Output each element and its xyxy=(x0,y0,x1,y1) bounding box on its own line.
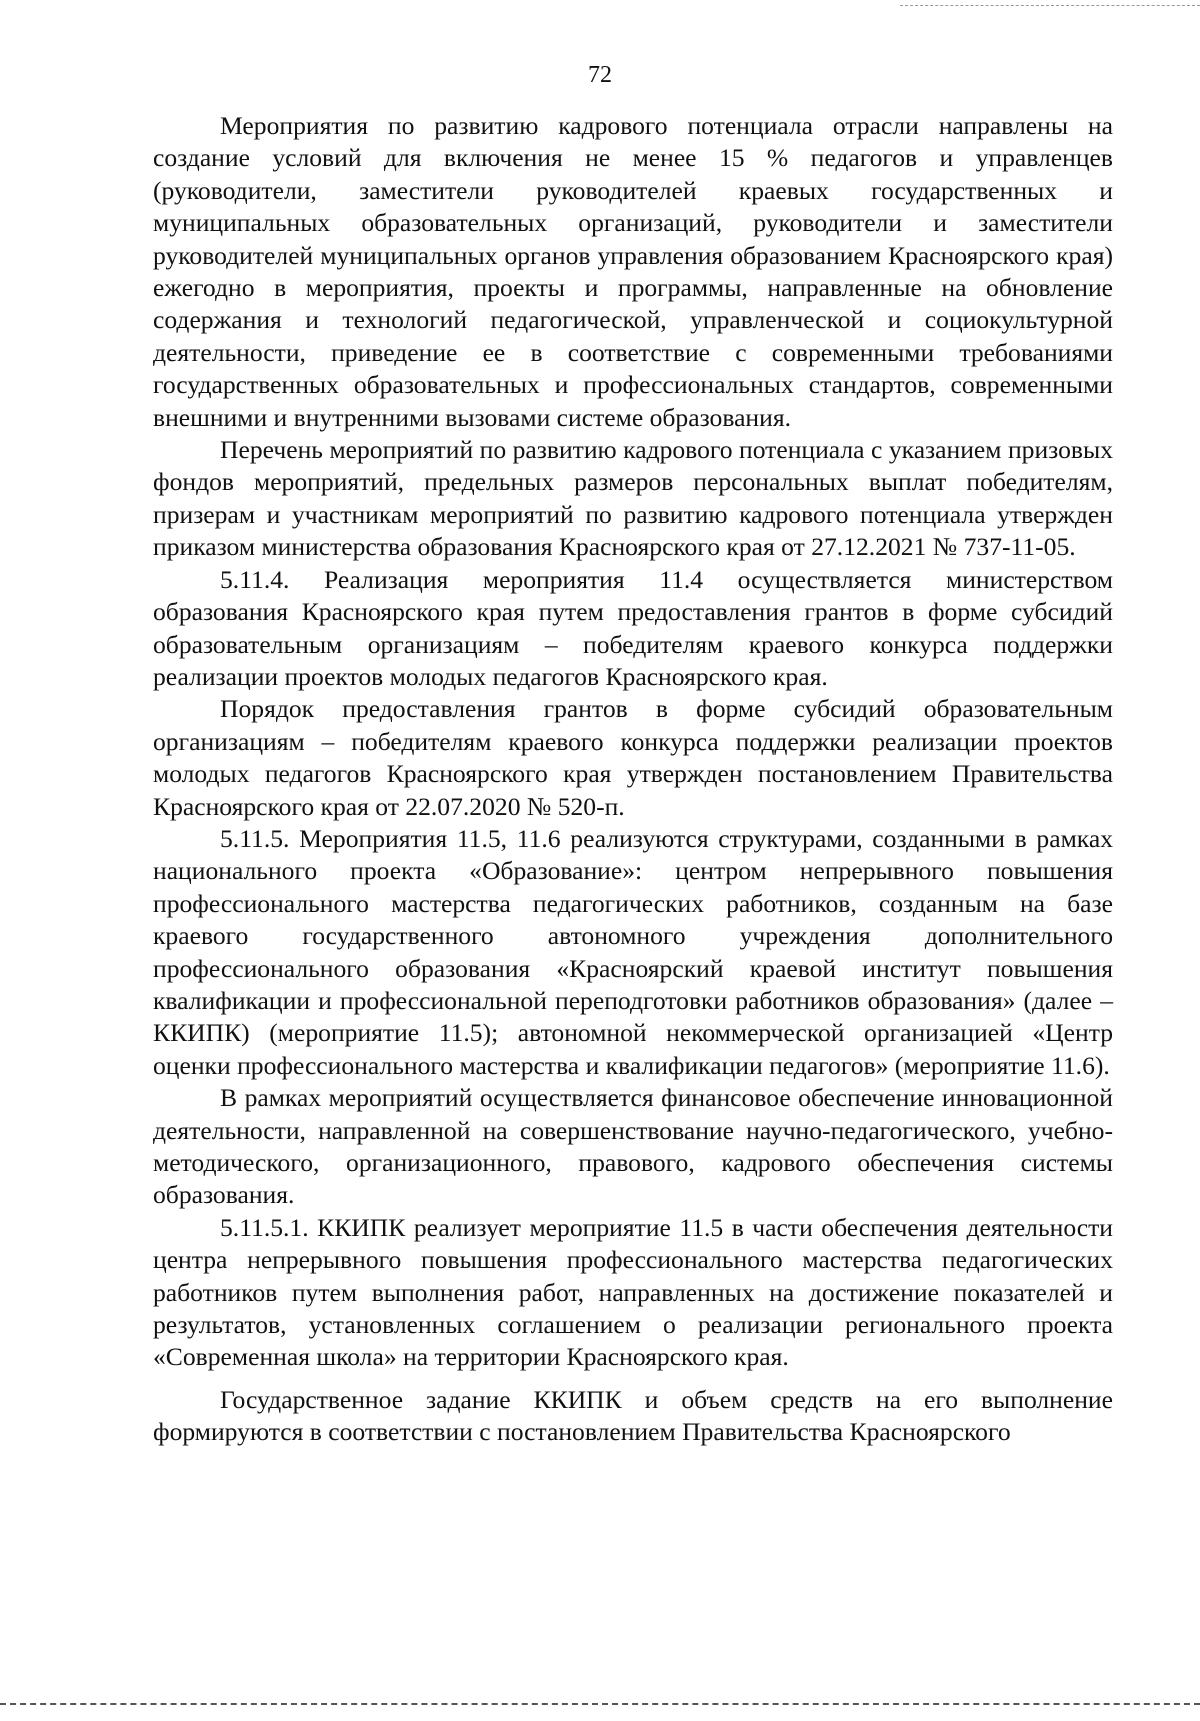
paragraph: В рамках мероприятий осуществляется финансовое обеспечение инновационной деятельности, направленной на совершенствование научно-педагогического, учебно-методического, организационного, правового, кадрового обеспечения системы образования. xyxy=(153,1083,1113,1210)
document-body xyxy=(153,110,1113,1449)
scan-artifact-bottom xyxy=(0,1703,1200,1705)
paragraph: Государственное задание ККИПК и объем средств на его выполнение формируются в соответствии с постановлением Правительства Красноярского xyxy=(153,1384,1113,1447)
paragraph: Мероприятия по развитию кадрового потенциала отрасли направлены на создание условий для включения не менее 15 % педагогов и управленцев (руководители, заместители руководителей краевых государственных и муниципальных образовательных организаций, руководители и заместители руководителей муниципальных органов управления образованием Красноярского края) ежегодно в мероприятия, проекты и программы, направленные на обновление содержания и технологий педагогической, управленческой и социокультурной деятельности, приведение ее в соответствие с современными требованиями государственных образовательных и профессиональных стандартов, современными внешними и внутренними вызовами системе образования. xyxy=(153,111,1113,432)
paragraph: Порядок предоставления грантов в форме субсидий образовательным организациям – победителям краевого конкурса поддержки реализации проектов молодых педагогов Красноярского края утвержден постановлением Правительства Красноярского края от 22.07.2020 № 520-п. xyxy=(153,694,1113,821)
page-number: 72 xyxy=(588,62,612,88)
paragraph: 5.11.5.1. ККИПК реализует мероприятие 11.5 в части обеспечения деятельности центра непрерывного повышения профессионального мастерства педагогических работников путем выполнения работ, направленных на достижение показателей и результатов, установленных соглашением о реализации регионального проекта «Современная школа» на территории Красноярского края. xyxy=(153,1212,1113,1372)
paragraph: Перечень мероприятий по развитию кадрового потенциала с указанием призовых фондов мероприятий, предельных размеров персональных выплат победителям, призерам и участникам мероприятий по развитию кадрового потенциала утвержден приказом министерства образования Красноярского края от 27.12.2021 № 737-11-05. xyxy=(153,435,1113,562)
paragraph: 5.11.5. Мероприятия 11.5, 11.6 реализуются структурами, созданными в рамках национального проекта «Образование»: центром непрерывного повышения профессионального мастерства педагогических работников, созданным на базе краевого государственного автономного учреждения дополнительного профессионального образования «Красноярский краевой институт повышения квалификации и профессиональной переподготовки работников образования» (далее – ККИПК) (мероприятие 11.5); автономной некоммерческой организацией «Центр оценки профессионального мастерства и квалификации педагогов» (мероприятие 11.6). xyxy=(153,823,1113,1080)
paragraph: 5.11.4. Реализация мероприятия 11.4 осуществляется министерством образования Красноярского края путем предоставления грантов в форме субсидий образовательным организациям – победителям краевого конкурса поддержки реализации проектов молодых педагогов Красноярского края. xyxy=(153,564,1113,691)
scan-artifact-top xyxy=(900,5,1200,6)
